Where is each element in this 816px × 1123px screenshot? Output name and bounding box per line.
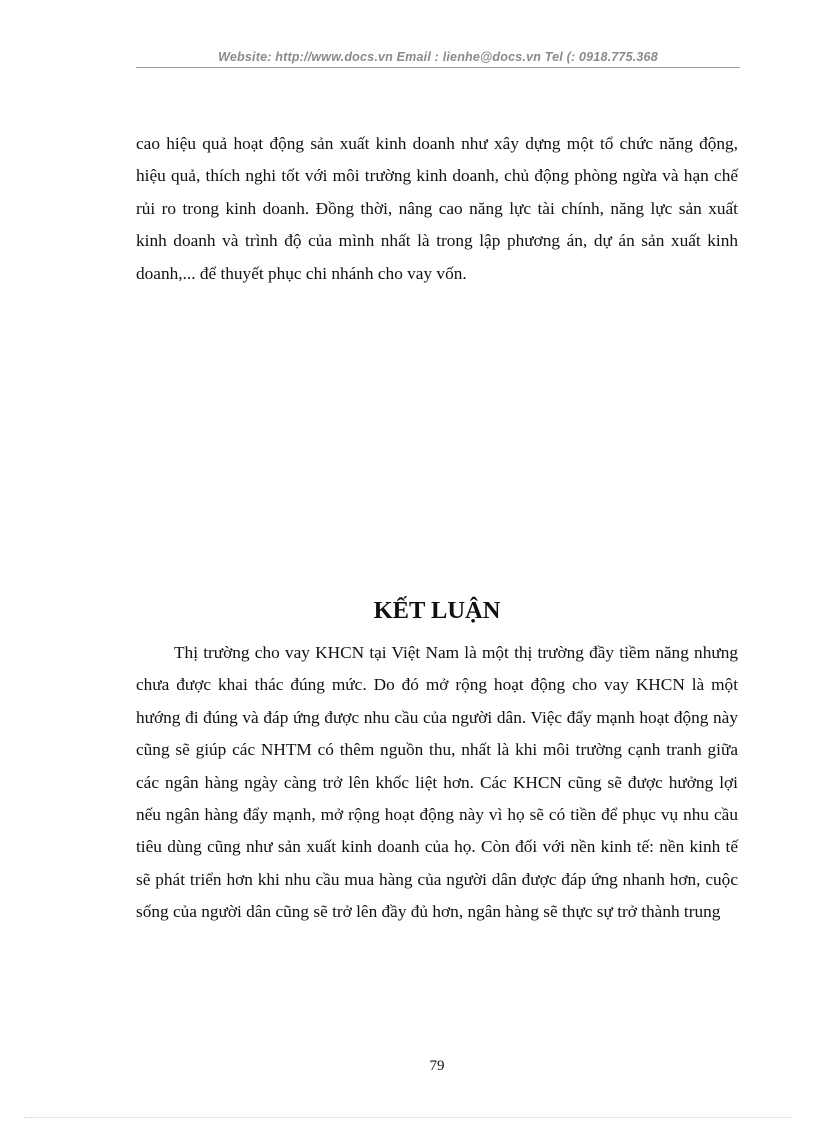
page-bottom-divider (24, 1117, 792, 1118)
page-number: 79 (429, 1058, 445, 1074)
section-title: KẾT LUẬN (373, 597, 501, 624)
body-paragraph: cao hiệu quả hoạt động sản xuất kinh doanh như xây dựng một tổ chức năng động, hiệu quả, thích nghi tốt với môi trường kinh doanh, chủ động phòng ngừa và hạn chế rủi ro trong kinh doanh. Đồng thời, nâng cao năng lực tài chính, năng lực sản xuất kinh doanh và trình độ của mình nhất là trong lập phương án, dự án sản xuất kinh doanh,... để thuyết phục chi nhánh cho vay vốn. (136, 134, 738, 283)
page-header: Website: http://www.docs.vn Email : lienhe@docs.vn Tel (: 0918.775.368 (136, 47, 740, 68)
conclusion-paragraph: Thị trường cho vay KHCN tại Việt Nam là một thị trường đầy tiềm năng nhưng chưa được khai thác đúng mức. Do đó mở rộng hoạt động cho vay KHCN là một hướng đi đúng và đáp ứng được nhu cầu của người dân. Việc đẩy mạnh hoạt động này cũng sẽ giúp các NHTM có thêm nguồn thu, nhất là khi môi trường cạnh tranh giữa các ngân hàng ngày càng trở lên khốc liệt hơn. Các KHCN cũng sẽ được hưởng lợi nếu ngân hàng đẩy mạnh, mở rộng hoạt động này vì họ sẽ có tiền để phục vụ nhu cầu tiêu dùng cũng như sản xuất kinh doanh của họ. Còn đối với nền kinh tế: nền kinh tế sẽ phát triển hơn khi nhu cầu mua hàng của người dân được đáp ứng nhanh hơn, cuộc sống của người dân cũng sẽ trở lên đầy đủ hơn, ngân hàng sẽ thực sự trở thành trung (136, 643, 738, 922)
